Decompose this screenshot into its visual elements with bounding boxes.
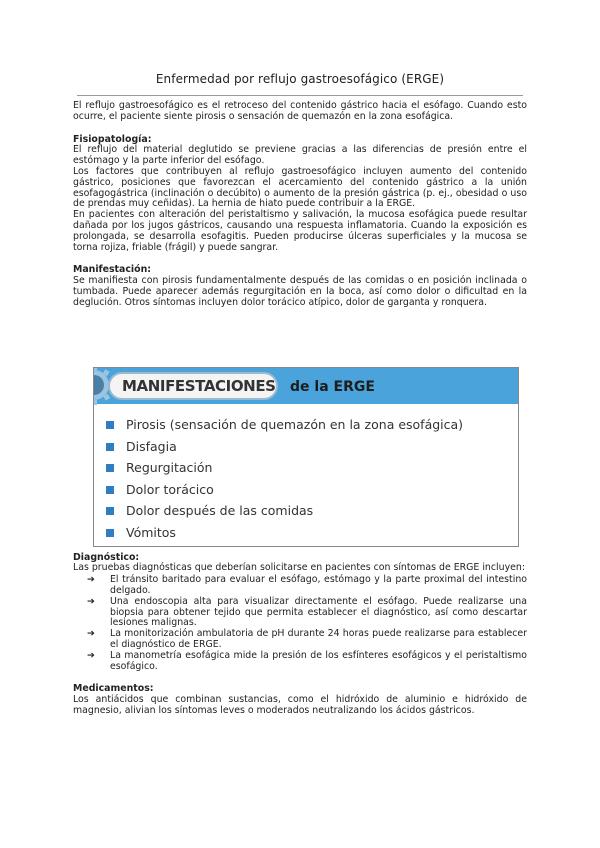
diagnostico-paragraph: Las pruebas diagnósticas que deberían solicitarse en pacientes con síntomas de ERGE incluyen: [73,562,525,574]
square-bullet-icon [106,529,114,537]
banner-subtitle: de la ERGE [290,379,375,395]
square-bullet-icon [106,464,114,472]
square-bullet-icon [106,486,114,494]
fisiopatologia-paragraph-1: El reflujo del material deglutido se previene gracias a las diferencias de presión entre el estómago y la parte inferior del esófago. [73,144,527,167]
square-bullet-icon [106,421,114,429]
list-item: Dolor después de las comidas [106,502,506,524]
list-item: ➔ El tránsito baritado para evaluar el esófago, estómago y la parte proximal del intestino delgado. [87,574,527,596]
arrow-icon: ➔ [87,595,95,607]
title-divider [77,95,523,96]
square-bullet-icon [106,443,114,451]
banner-list [106,416,506,545]
arrow-icon: ➔ [87,574,95,586]
list-item: Vómitos [106,524,506,546]
manifestaciones-banner [93,367,519,547]
banner-title: MANIFESTACIONES [122,377,276,395]
list-item: ➔ La manometría esofágica mide la presión de los esfínteres esofágicos y el peristaltismo esofágico. [87,649,527,672]
manifestacion-heading: Manifestación: [73,264,152,276]
arrow-icon: ➔ [87,628,95,640]
manifestacion-paragraph: Se manifiesta con pirosis fundamentalmente después de las comidas o en posición inclinada o tumbada. Puede aparecer además regurgitación en la boca, así como dolor o dificultad en la deglución. Otros síntomas incluyen dolor torácico atípico, dolor de garganta y ronquera. [73,275,527,308]
diagnostico-heading: Diagnóstico: [73,551,140,563]
medicamentos-heading: Medicamentos: [73,683,154,695]
fisiopatologia-heading: Fisiopatología: [73,133,152,145]
intro-paragraph: El reflujo gastroesofágico es el retroceso del contenido gástrico hacia el esófago. Cuando esto ocurre, el paciente siente pirosis o sensación de quemazón en la zona esofágica. [73,100,527,122]
list-item: ➔ La monitorización ambulatoria de pH durante 24 horas puede realizarse para establecer el diagnóstico de ERGE. [87,628,527,650]
list-item: Pirosis (sensación de quemazón en la zona esofágica) [106,416,506,438]
list-item: ➔ Una endoscopia alta para visualizar directamente el esófago. Puede realizarse una biopsia para obtener tejido que permita establecer el diagnóstico, así como descartar lesiones malignas. [87,595,527,629]
arrow-icon: ➔ [87,649,95,661]
fisiopatologia-paragraph-3: En pacientes con alteración del peristaltismo y salivación, la mucosa esofágica puede resultar dañada por los jugos gástricos, causando una respuesta inflamatoria. Cuando la exposición es prolongada, se desarrolla esofagitis. Pueden producirse úlceras superficiales y la mucosa se torna rojiza, friable (frágil) y puede sangrar. [73,209,527,253]
document-title: Enfermedad por reflujo gastroesofágico (ERGE) [155,72,445,86]
square-bullet-icon [106,507,114,515]
list-item: Dolor torácico [106,481,506,503]
fisiopatologia-paragraph-2: Los factores que contribuyen al reflujo gastroesofágico incluyen aumento del contenido gástrico, posiciones que favorezcan el acercamiento del contenido gástrico a la unión esofagogástrica (inclinación o decúbito) o aumento de la presión gástrica (p. ej., obesidad o uso de prendas muy ceñidas). La hernia de hiato puede contribuir a la ERGE. [73,165,527,210]
list-item: Disfagia [106,438,506,460]
medicamentos-paragraph: Los antiácidos que combinan sustancias, como el hidróxido de aluminio e hidróxido de magnesio, alivian los síntomas leves o moderados neutralizando los ácidos gástricos. [73,694,527,716]
diagnostico-list [73,575,527,672]
list-item: Regurgitación [106,459,506,481]
